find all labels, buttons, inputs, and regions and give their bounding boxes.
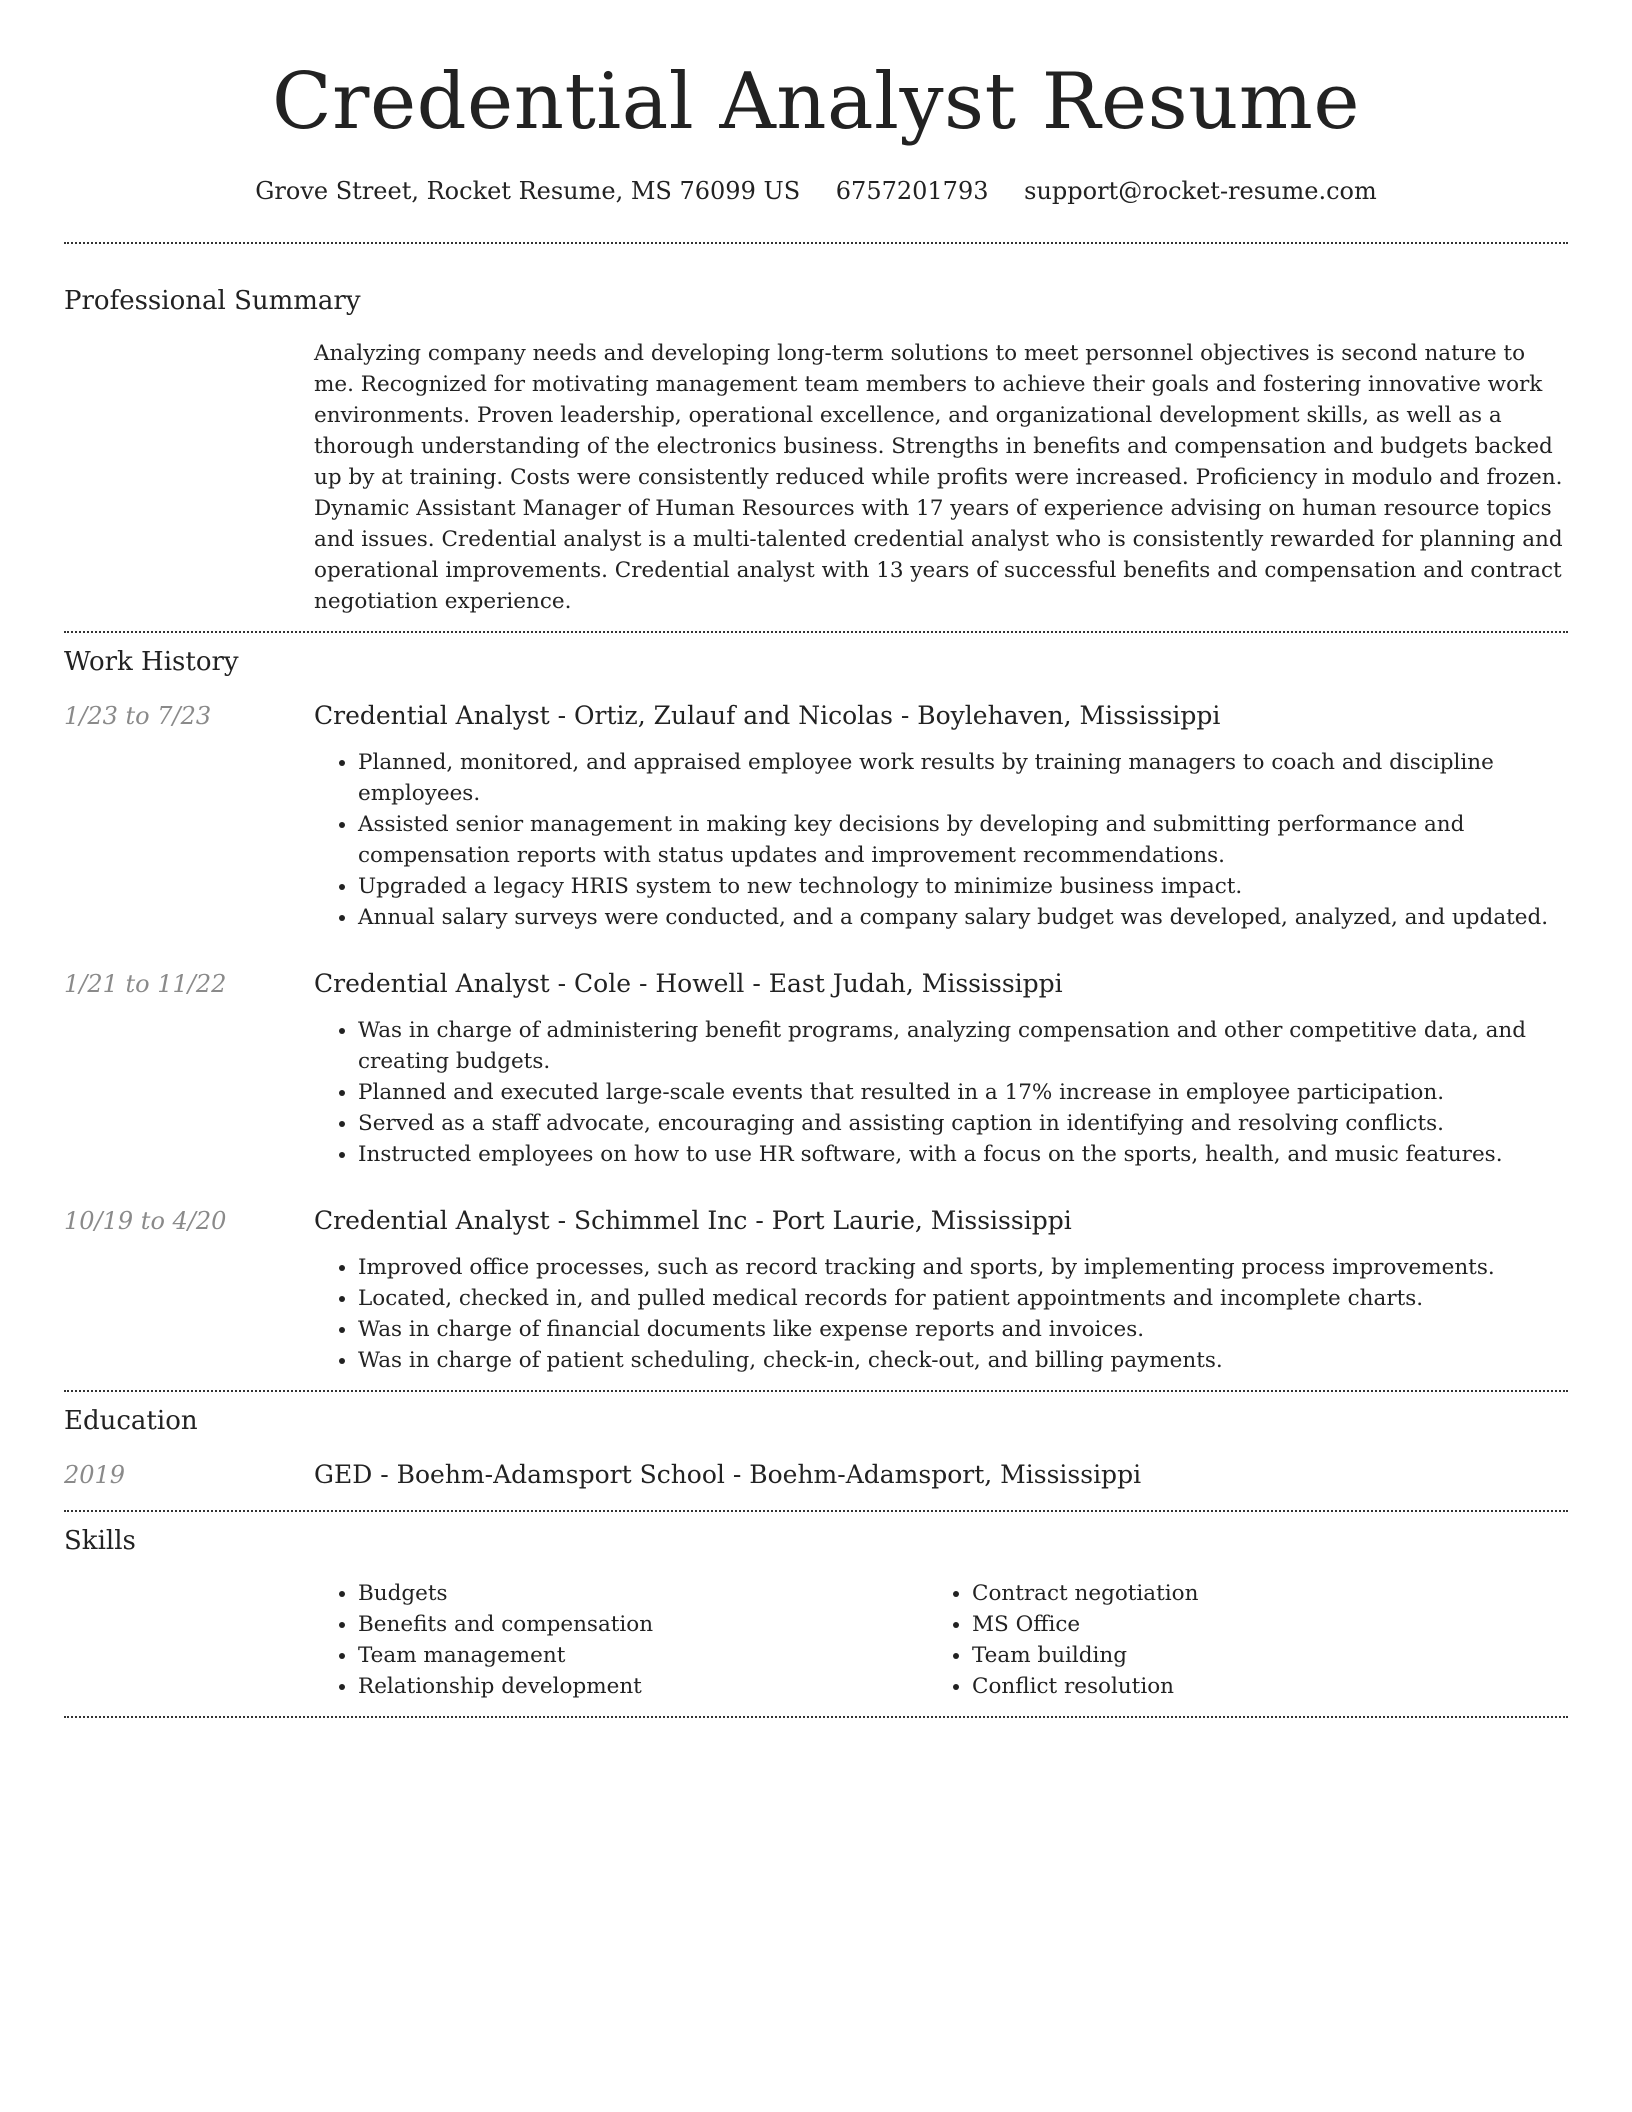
job-bullet: • Was in charge of financial documents like expense reports and invoices.	[358, 1314, 1568, 1345]
contact-line	[64, 174, 1568, 208]
job-bullets	[314, 1015, 1568, 1170]
education-heading: Education	[64, 1406, 198, 1436]
job-entry	[64, 699, 1568, 933]
skills-column-right	[928, 1578, 1542, 1702]
skill-item: • Benefits and compensation	[358, 1609, 928, 1640]
skill-item: • Relationship development	[358, 1671, 928, 1702]
job-entry	[64, 967, 1568, 1170]
skill-item: • Team management	[358, 1640, 928, 1671]
education-body	[314, 1458, 1568, 1492]
job-title: Credential Analyst - Schimmel Inc - Port Laurie, Mississippi	[314, 1206, 1072, 1235]
summary-text: Analyzing company needs and developing long-term solutions to meet personnel objectives is second nature to me. Recognized for motivating management team members to achieve their goals and fostering innovative work environments. Proven leadership, operational excellence, and organizational development skills, as well as a thorough understanding of the electronics business. Strengths in benefits and compensation and budgets backed up by at training. Costs were consistently reduced while profits were increased. Proficiency in modulo and frozen. Dynamic Assistant Manager of Human Resources with 17 years of experience advising on human resource topics and issues. Credential analyst is a multi-talented credential analyst who is consistently rewarded for planning and operational improvements. Credential analyst with 13 years of successful benefits and compensation and contract negotiation experience.	[314, 341, 1563, 614]
contact-address: Grove Street, Rocket Resume, MS 76099 US	[255, 177, 801, 205]
job-dates: 1/23 to 7/23	[64, 702, 212, 730]
contact-phone: 6757201793	[835, 177, 989, 205]
job-body	[314, 967, 1568, 1170]
job-bullet: • Upgraded a legacy HRIS system to new technology to minimize business impact.	[358, 871, 1568, 902]
job-bullets	[314, 1252, 1568, 1376]
work-history-list	[64, 699, 1568, 1390]
section-divider	[64, 1716, 1568, 1718]
job-dates: 10/19 to 4/20	[64, 1207, 227, 1235]
section-divider	[64, 1510, 1568, 1512]
skill-item: • Budgets	[358, 1578, 928, 1609]
job-bullets	[314, 747, 1568, 933]
skill-item: • Team building	[972, 1640, 1542, 1671]
job-title: Credential Analyst - Cole - Howell - East Judah, Mississippi	[314, 969, 1063, 998]
work-history-heading: Work History	[64, 647, 239, 677]
job-bullet: • Planned and executed large-scale events that resulted in a 17% increase in employee participation.	[358, 1077, 1568, 1108]
skills-grid	[314, 1578, 1568, 1702]
resume-title: Credential Analyst Resume	[271, 57, 1360, 147]
education-entry	[64, 1458, 1568, 1492]
skill-item: • MS Office	[972, 1609, 1542, 1640]
job-bullet: • Assisted senior management in making key decisions by developing and submitting performance and compensation reports with status updates and improvement recommendations.	[358, 809, 1568, 871]
job-body	[314, 1204, 1568, 1376]
job-dates: 1/21 to 11/22	[64, 970, 227, 998]
job-body	[314, 699, 1568, 933]
job-entry	[64, 1204, 1568, 1376]
job-bullet: • Was in charge of patient scheduling, check-in, check-out, and billing payments.	[358, 1345, 1568, 1376]
skill-item: • Conflict resolution	[972, 1671, 1542, 1702]
job-bullet: • Located, checked in, and pulled medical records for patient appointments and incomplete charts.	[358, 1283, 1568, 1314]
skills-column-left	[314, 1578, 928, 1702]
job-bullet: • Planned, monitored, and appraised employee work results by training managers to coach and discipline employees.	[358, 747, 1568, 809]
job-bullet: • Annual salary surveys were conducted, and a company salary budget was developed, analyzed, and updated.	[358, 902, 1568, 933]
contact-email: support@rocket-resume.com	[1024, 177, 1377, 205]
job-bullet: • Served as a staff advocate, encouraging and assisting caption in identifying and resolving conflicts.	[358, 1108, 1568, 1139]
skill-item: • Contract negotiation	[972, 1578, 1542, 1609]
skills-heading: Skills	[64, 1526, 136, 1556]
job-bullet: • Improved office processes, such as record tracking and sports, by implementing process improvements.	[358, 1252, 1568, 1283]
education-year: 2019	[64, 1461, 126, 1489]
section-divider	[64, 242, 1568, 244]
job-bullet: • Instructed employees on how to use HR software, with a focus on the sports, health, and music features.	[358, 1139, 1568, 1170]
summary-heading: Professional Summary	[64, 286, 361, 316]
education-title: GED - Boehm-Adamsport School - Boehm-Adamsport, Mississippi	[314, 1460, 1142, 1489]
section-divider	[64, 1390, 1568, 1392]
job-title: Credential Analyst - Ortiz, Zulauf and Nicolas - Boylehaven, Mississippi	[314, 701, 1221, 730]
section-divider	[64, 631, 1568, 633]
job-bullet: • Was in charge of administering benefit programs, analyzing compensation and other competitive data, and creating budgets.	[358, 1015, 1568, 1077]
